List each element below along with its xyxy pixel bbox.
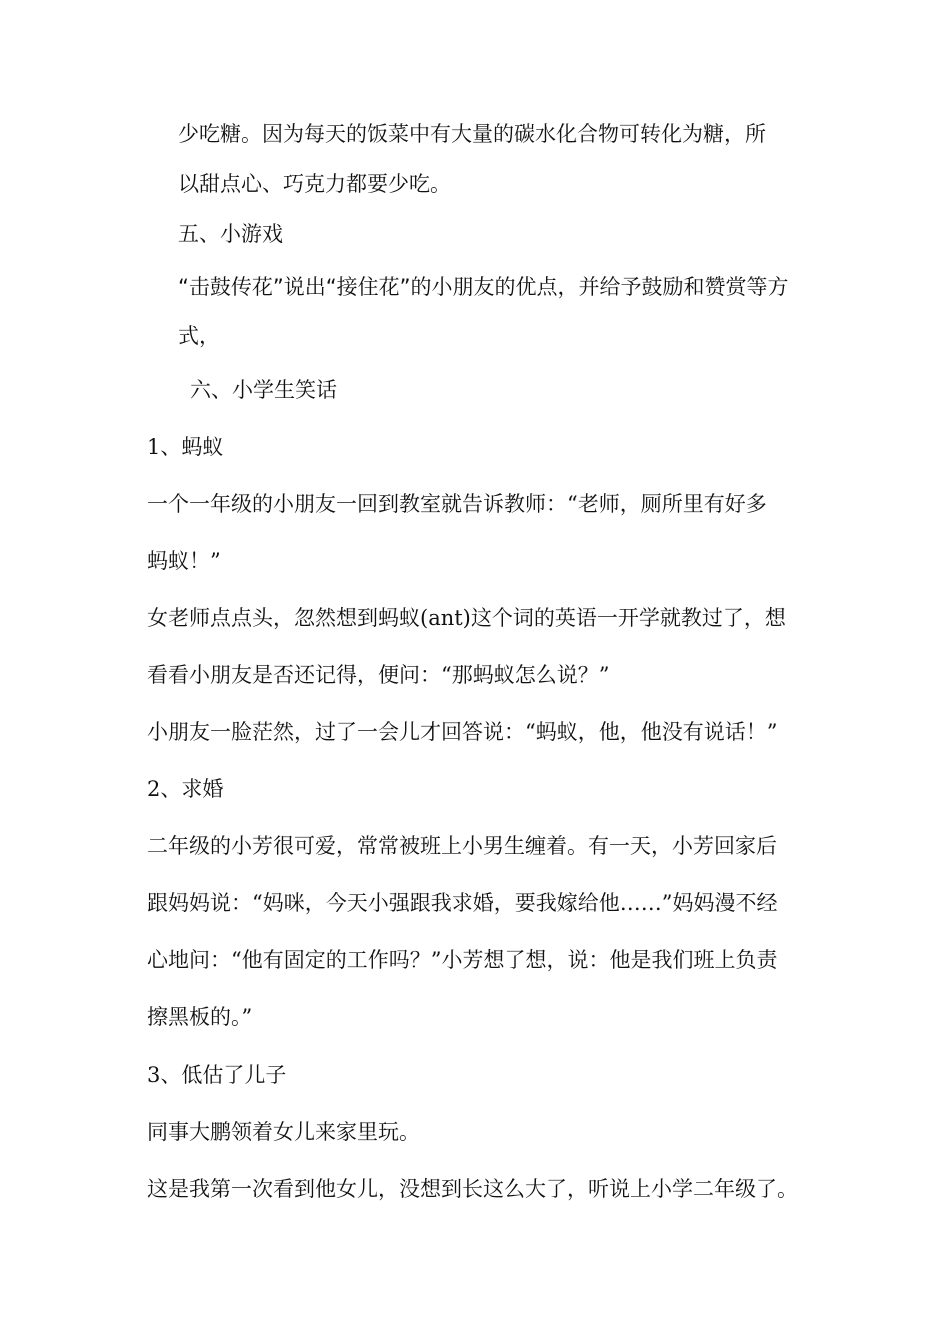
joke1-line-4: 看看小朋友是否还记得，便问：“那蚂蚁怎么说？”: [147, 663, 610, 687]
joke2-line-1: 二年级的小芳很可爱，常常被班上小男生缠着。有一天，小芳回家后: [147, 834, 777, 858]
game-line-1: “击鼓传花”说出“接住花”的小朋友的优点，并给予鼓励和赞赏等方: [178, 275, 789, 299]
section-six-heading: 六、小学生笑话: [190, 378, 337, 402]
joke1-line-3: 女老师点点头，忽然想到蚂蚁(ant)这个词的英语一开学就教过了，想: [147, 606, 786, 630]
joke1-title: 1、蚂蚁: [147, 435, 224, 459]
joke3-line-1: 同事大鹏领着女儿来家里玩。: [147, 1120, 420, 1144]
section-five-heading: 五、小游戏: [178, 222, 283, 246]
joke1-line-1: 一个一年级的小朋友一回到教室就告诉教师：“老师，厕所里有好多: [147, 492, 767, 516]
joke3-title: 3、低估了儿子: [147, 1063, 287, 1087]
joke2-line-3: 心地问：“他有固定的工作吗？”小芳想了想，说：他是我们班上负责: [147, 948, 778, 972]
joke1-line-2: 蚂蚁！”: [147, 549, 221, 573]
joke2-title: 2、求婚: [147, 777, 224, 801]
intro-line-2: 以甜点心、巧克力都要少吃。: [178, 172, 451, 196]
game-line-2: 式，: [178, 324, 220, 348]
joke2-line-4: 擦黑板的。”: [147, 1005, 253, 1029]
joke2-line-2: 跟妈妈说：“妈咪，今天小强跟我求婚，要我嫁给他……”妈妈漫不经: [147, 891, 778, 915]
intro-line-1: 少吃糖。因为每天的饭菜中有大量的碳水化合物可转化为糖，所: [178, 122, 766, 146]
joke3-line-2: 这是我第一次看到他女儿，没想到长这么大了，听说上小学二年级了。: [147, 1177, 798, 1201]
joke1-line-5: 小朋友一脸茫然，过了一会儿才回答说：“蚂蚁，他，他没有说话！”: [147, 720, 778, 744]
